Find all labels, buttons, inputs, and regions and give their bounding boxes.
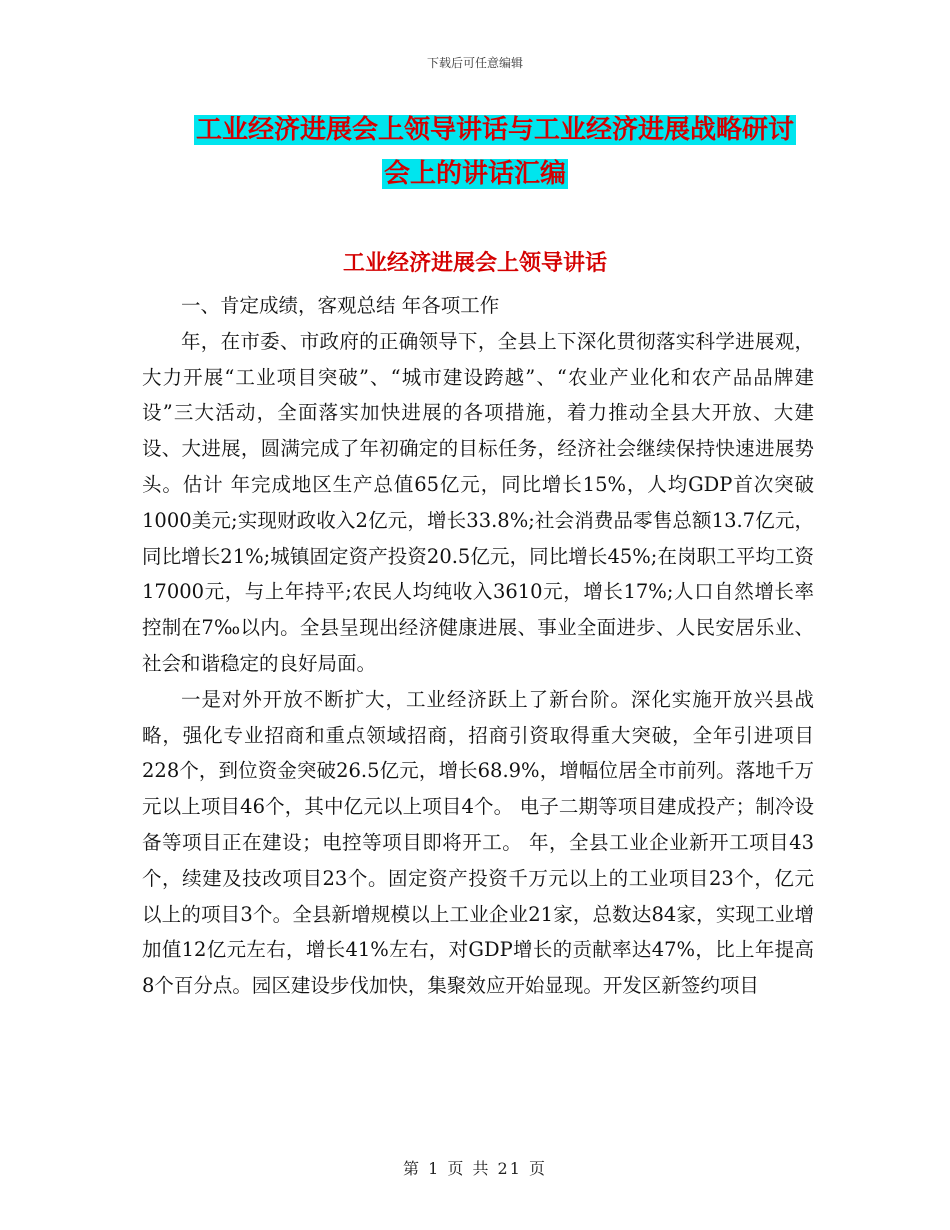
paragraph-heading: 一、肯定成绩，客观总结 年各项工作	[181, 294, 500, 317]
header-note: 下载后可任意编辑	[426, 56, 523, 70]
paragraph: 一是对外开放不断扩大，工业经济跃上了新台阶。深化实施开放兴县战略，强化专业招商和重点领域招商，招商引资取得重大突破，全年引进项目228个，到位资金突破26.5亿元，增长68.9%，增幅位居全市前列。落地千万元以上项目46个，其中亿元以上项目4个。 电子二期等项目建成投产；制冷设备等项目正在建设；电控等项目即将开工。 年，全县工业企业新开工项目43个，续建及技改项目23个。固定资产投资千万元以上的工业项目23个，亿元以上的项目3个。全县新增规模以上工业企业21家，总数达84家，实现工业增加值12亿元左右，增长41%左右，对GDP增长的贡献率达47%，比上年提高8个百分点。园区建设步伐加快，集聚效应开始显现。开发区新签约项目	[142, 687, 814, 998]
title-highlight-2: 会上的讲话汇编	[383, 159, 566, 189]
document-body	[142, 288, 814, 1004]
paragraph: 年，在市委、市政府的正确领导下，全县上下深化贯彻落实科学进展观，大力开展“工业项目突破”、“城市建设跨越”、“农业产业化和农产品品牌建设”三大活动，全面落实加快进展的各项措施，着力推动全县大开放、大建设、大进展，圆满完成了年初确定的目标任务，经济社会继续保持快速进展势头。估计 年完成地区生产总值65亿元，同比增长15%，人均GDP首次突破1000美元;实现财政收入2亿元，增长33.8%;社会消费品零售总额13.7亿元，同比增长21%;城镇固定资产投资20.5亿元，同比增长45%;在岗职工平均工资17000元，与上年持平;农民人均纯收入3610元，增长17%;人口自然增长率控制在7‰以内。全县呈现出经济健康进展、事业全面进步、人民安居乐业、社会和谐稳定的良好局面。	[142, 329, 814, 675]
document-title-line-1	[0, 112, 950, 148]
document-title-line-2	[0, 156, 950, 192]
section-title: 工业经济进展会上领导讲话	[342, 250, 607, 276]
title-highlight-1: 工业经济进展会上领导讲话与工业经济进展战略研讨	[195, 115, 794, 145]
page-footer: 第 1 页 共 21 页	[403, 1159, 547, 1178]
